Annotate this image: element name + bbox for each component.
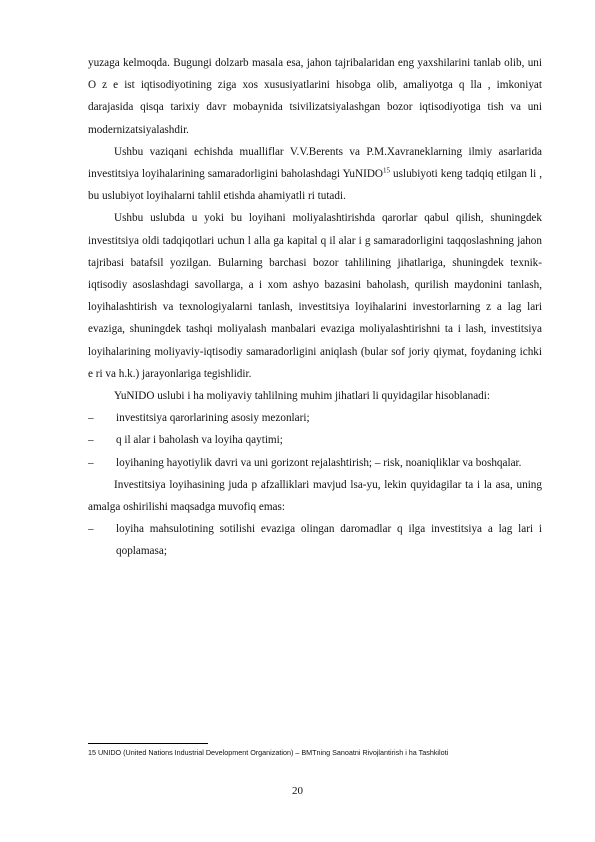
list-item: – loyiha mahsulotining sotilishi evaziga olingan daromadlar q ilga investitsiya a lag lari i qoplamasa; [88, 518, 542, 562]
paragraph-5: Investitsiya loyihasining juda p afzalliklari mavjud lsa-yu, lekin quyidagilar ta i la asa, uning amalga oshirilishi maqsadga muvofiq emas: [88, 478, 542, 514]
footnote-divider [88, 743, 208, 744]
list-dash: – [88, 456, 94, 469]
footnote-reference[interactable]: 15 [383, 166, 390, 175]
page-number: 20 [292, 785, 303, 797]
paragraph-2-text: Ushbu vaziqani echishda mualliflar V.V.Berents va P.M.Xavraneklarning ilmiy asarlarida investitsiya loyihalarining samaradorligini baholashdagi YuNIDO [88, 145, 542, 181]
list-item: – loyihaning hayotiylik davri va uni gorizont rejalashtirish; – risk, noaniqliklar va boshqalar. [88, 452, 542, 474]
paragraph-2 [88, 141, 542, 208]
list-item: – q il alar i baholash va loyiha qaytimi; [88, 429, 542, 451]
conditions-list [88, 518, 542, 562]
paragraph-3: Ushbu uslubda u yoki bu loyihani moliyalashtirishda qarorlar qabul qilish, shuningdek investitsiya oldi tadqiqotlari uchun l alla ga kapital q il alar i g samaradorligini taqqoslashning jahon tajribasi batafsil yozilgan. Bularning barchasi bozor tahlilining jihatlariga, shuningdek texnik-iqtisodiy asoslashdagi savollarga, a i xom ashyo bazasini baholash, qurilish maydonini tanlash, loyihalashtirish va texnologiyalarni tanlash, investitsiya loyihalarini investorlarning z a lag lari evaziga, shuningdek tashqi moliyalash manbalari evaziga moliyalashtirishni ta i lash, investitsiya loyihalarining moliyaviy-iqtisodiy samaradorligini aniqlash (bular sof joriy qiymat, foydaning ichki e ri va h.k.) jarayonlariga tegishlidir. [88, 212, 542, 380]
paragraph-1: yuzaga kelmoqda. Bugungi dolzarb masala esa, jahon tajribalaridan eng yaxshilarini tanlab olib, uni O z e ist iqtisodiyotining ziga xos xususiyatlarini hisobga olib, amaliyotga q lla , imkoniyat darajasida qisqa tarixiy davr mobaynida tsivilizatsiyalashgan bozor iqtisodiyotiga tish va uni modernizatsiyalashdir. [88, 57, 542, 136]
document-body [88, 52, 542, 563]
list-dash: – [88, 523, 94, 536]
footnote: 15 UNIDO (United Nations Industrial Development Organization) – BMTning Sanoatni Rivojlantirish i ha Tashkiloti [88, 748, 449, 757]
list-item: – investitsiya qarorlarining asosiy mezonlari; [88, 407, 542, 429]
paragraph-2-tail: uslubiyoti keng tadqiq etilgan li , bu uslubiyot loyihalarni tahlil etishda ahamiyatli ri tutadi. [88, 168, 542, 203]
list-dash: – [88, 434, 94, 447]
criteria-list [88, 407, 542, 474]
paragraph-4: YuNIDO uslubi i ha moliyaviy tahlilning muhim jihatlari li quyidagilar hisoblanadi: [114, 390, 490, 403]
list-dash: – [88, 412, 94, 425]
